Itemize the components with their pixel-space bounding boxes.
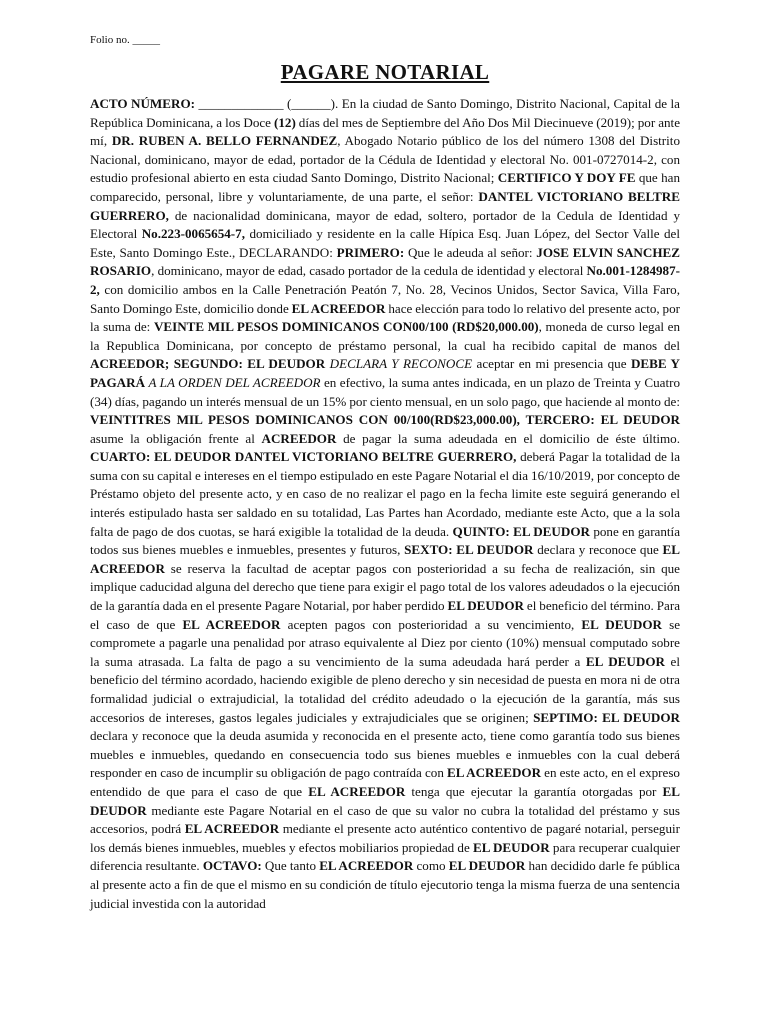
body-segment: tenga que ejecutar la garantía otorgadas por: [405, 783, 663, 799]
body-segment: ACREEDOR: [261, 430, 337, 446]
body-segment: declara y reconoce que: [533, 542, 663, 558]
body-segment: EL ACREEDOR: [182, 616, 281, 632]
body-segment: hace elección para todo lo relativo del presente acto, por la suma de:: [90, 300, 680, 335]
body-segment: EL ACREEDOR: [319, 858, 414, 874]
body-segment: que han comparecido, personal, libre y voluntariamente, de una parte, el señor:: [90, 170, 681, 204]
body-segment: SEPTIMO: EL DEUDOR: [533, 709, 680, 725]
body-segment: ACTO NÚMERO:: [90, 96, 199, 111]
body-segment: pone en garantía todos sus bienes muebles e inmuebles, presentes y futuros,: [90, 523, 681, 558]
body-segment: domiciliado y residente en la calle Hípica Esq. Juan López, del Sector Valle del Este, Santo Domingo Este., DECLARANDO:: [90, 226, 680, 260]
body-segment: EL DEUDOR: [448, 858, 526, 874]
body-segment: DANTEL VICTORIANO BELTRE GUERRERO,: [90, 188, 680, 223]
body-segment: han decidido darle fe pública al presente acto a fin de que el mismo en su condición de título ejecutorio tenga la misma fuerza de una sentencia judicial investida con la autoridad: [90, 858, 680, 911]
body-segment: aceptar en mi presencia que: [472, 356, 631, 372]
body-segment: asume la obligación frente al: [90, 430, 262, 446]
body-segment: de nacionalidad dominicana, mayor de edad, soltero, portador de la Cedula de Identidad y Electoral: [90, 207, 680, 242]
body-segment: el beneficio del término acordado, haciendo exigible de pleno derecho y sin necesidad de puesta en mora ni de otra formalidad judicial o extrajudicial, la totalidad del crédito adeudado o la ejecución de la garantía, más sus accesorios de intereses, gastos legales judiciales y extrajudiciales que se originen;: [90, 653, 681, 725]
body-segment: en este acto, en el expreso entendido de que para el caso de que: [90, 765, 680, 799]
body-segment: EL DEUDOR: [447, 598, 524, 614]
document-body: [90, 95, 680, 913]
body-segment: EL DEUDOR: [581, 616, 662, 632]
body-segment: DEBE Y PAGARÁ: [90, 356, 681, 390]
body-segment: EL DEUDOR: [90, 783, 680, 818]
body-segment: EL ACREEDOR: [308, 783, 406, 799]
body-segment: como: [413, 858, 449, 874]
body-segment: mediante este Pagare Notarial en el caso de que su valor no cubra la totalidad del préstamo y sus accesorios, podrá: [90, 802, 680, 837]
body-segment: declara y reconoce que la deuda asumida y reconocida en el presente acto, tiene como garantía todo sus bienes muebles e inmuebles, quedando en consecuencia todo sus bienes muebles e inmuebles con la cual deberá responder en caso de incumplir su obligación de pago contraída con: [90, 728, 680, 781]
body-segment: CUARTO: EL DEUDOR DANTEL VICTORIANO BELTRE GUERRERO,: [90, 449, 517, 465]
body-segment: No.001-1284987-2,: [90, 263, 680, 297]
body-segment: EL ACREEDOR: [446, 765, 542, 781]
body-segment: _____________ (______). En la ciudad de Santo Domingo, Distrito Nacional, Capital de la República Dominicana, a los Doce: [90, 96, 680, 130]
body-segment: Que le adeuda al señor:: [404, 244, 537, 260]
body-segment: de pagar la suma adeudada en el domicilio de éste último.: [336, 430, 680, 446]
body-segment: se compromete a pagarle una penalidad por atraso equivalente al Diez por ciento (10%) mensual computado sobre la suma atrasada. La falta de pago a su vencimiento de la suma adeudada hará perder a: [90, 616, 681, 669]
body-segment: SEXTO: EL DEUDOR: [404, 542, 534, 558]
body-segment: QUINTO: EL DEUDOR: [452, 523, 590, 539]
body-segment: , Abogado Notario público de los del número 1308 del Distrito Nacional, dominicano, mayor de edad, portador de la Cédula de Identidad y electoral No. 001-0727014-2, con estudio profesional abierto en esta ciudad Santo Domingo, Distrito Nacional;: [90, 133, 680, 186]
body-segment: EL DEUDOR: [585, 653, 665, 669]
body-segment: con domicilio ambos en la Calle Penetración Peatón 7, No. 28, Vecinos Unidos, Sector Savica, Villa Faro, Santo Domingo Este, domicilio donde: [90, 281, 680, 316]
body-segment: EL ACREEDOR: [291, 300, 386, 316]
body-segment: No.223-0065654-7,: [141, 226, 245, 242]
body-segment: EL ACREEDOR: [90, 542, 681, 576]
body-segment: días del mes de Septiembre del Año Dos Mil Diecinueve (2019); por ante mí,: [90, 114, 681, 149]
body-segment: Que tanto: [261, 858, 320, 874]
body-segment: se reserva la facultad de aceptar pagos con posterioridad a su fecha de realización, sin que implique caducidad alguna del derecho que tiene para exigir el pago total de los valores adeudados o la ejecución de la garantía dada en el presente Pagare Notarial, por haber perdido: [90, 560, 680, 614]
body-segment: CERTIFICO Y DOY FE: [497, 170, 636, 186]
document-title: PAGARE NOTARIAL: [280, 60, 490, 84]
body-segment: , moneda de curso legal en la Republica Dominicana, por concepto de préstamo personal, la cual ha recibido capital de manos del: [90, 319, 680, 353]
body-segment: , dominicano, mayor de edad, casado portador de la cedula de identidad y electoral: [151, 263, 587, 279]
body-segment: DECLARA Y RECONOCE: [329, 356, 473, 372]
body-segment: VEINTE MIL PESOS DOMINICANOS CON00/100 (RD$20,000.00): [153, 319, 539, 335]
body-segment: mediante el presente acto auténtico contentivo de pagaré notarial, perseguir los demás bienes inmuebles, muebles y efectos mobiliarios propiedad de: [90, 821, 680, 855]
body-segment: JOSE ELVIN SANCHEZ ROSARIO: [90, 244, 680, 279]
body-segment: A LA ORDEN DEL ACREEDOR: [148, 374, 321, 390]
body-segment: PRIMERO:: [336, 244, 405, 260]
body-segment: en efectivo, la suma antes indicada, en un plazo de Treinta y Cuatro (34) días, pagando un interés mensual de un 15% por ciento mensual, en un solo pago, que haciende al monto de:: [90, 374, 680, 409]
body-segment: ACREEDOR; SEGUNDO: EL DEUDOR: [90, 356, 326, 372]
body-segment: para recuperar cualquier diferencia resultante.: [90, 839, 680, 874]
body-segment: deberá Pagar la totalidad de la suma con su capital e intereses en el tiempo estipulado en este Pagare Notarial el dia 16/10/2019, por concepto de Préstamo objeto del presente acto, y en caso de no realizar el pago en la fecha limite este seguirá generando el interés estipulado hasta ser saldado en su totalidad, Las Partes han Acordado, mediante este Acto, que a la sola falta de pago de dos cuotas, se hará exigible la totalidad de la deuda.: [90, 449, 681, 539]
body-segment: DR. RUBEN A. BELLO FERNANDEZ: [111, 133, 338, 149]
body-segment: EL ACREEDOR: [184, 821, 280, 837]
body-segment: VEINTITRES MIL PESOS DOMINICANOS CON 00/100(RD$23,000.00), TERCERO: EL DEUDOR: [90, 412, 680, 428]
body-segment: OCTAVO:: [202, 858, 262, 874]
body-segment: EL DEUDOR: [473, 839, 550, 855]
folio-number: Folio no. _____: [90, 34, 160, 46]
body-segment: (12): [273, 114, 296, 130]
body-segment: acepten pagos con posterioridad a su vencimiento,: [280, 616, 582, 632]
body-segment: el beneficio del término. Para el caso de que: [90, 598, 681, 632]
